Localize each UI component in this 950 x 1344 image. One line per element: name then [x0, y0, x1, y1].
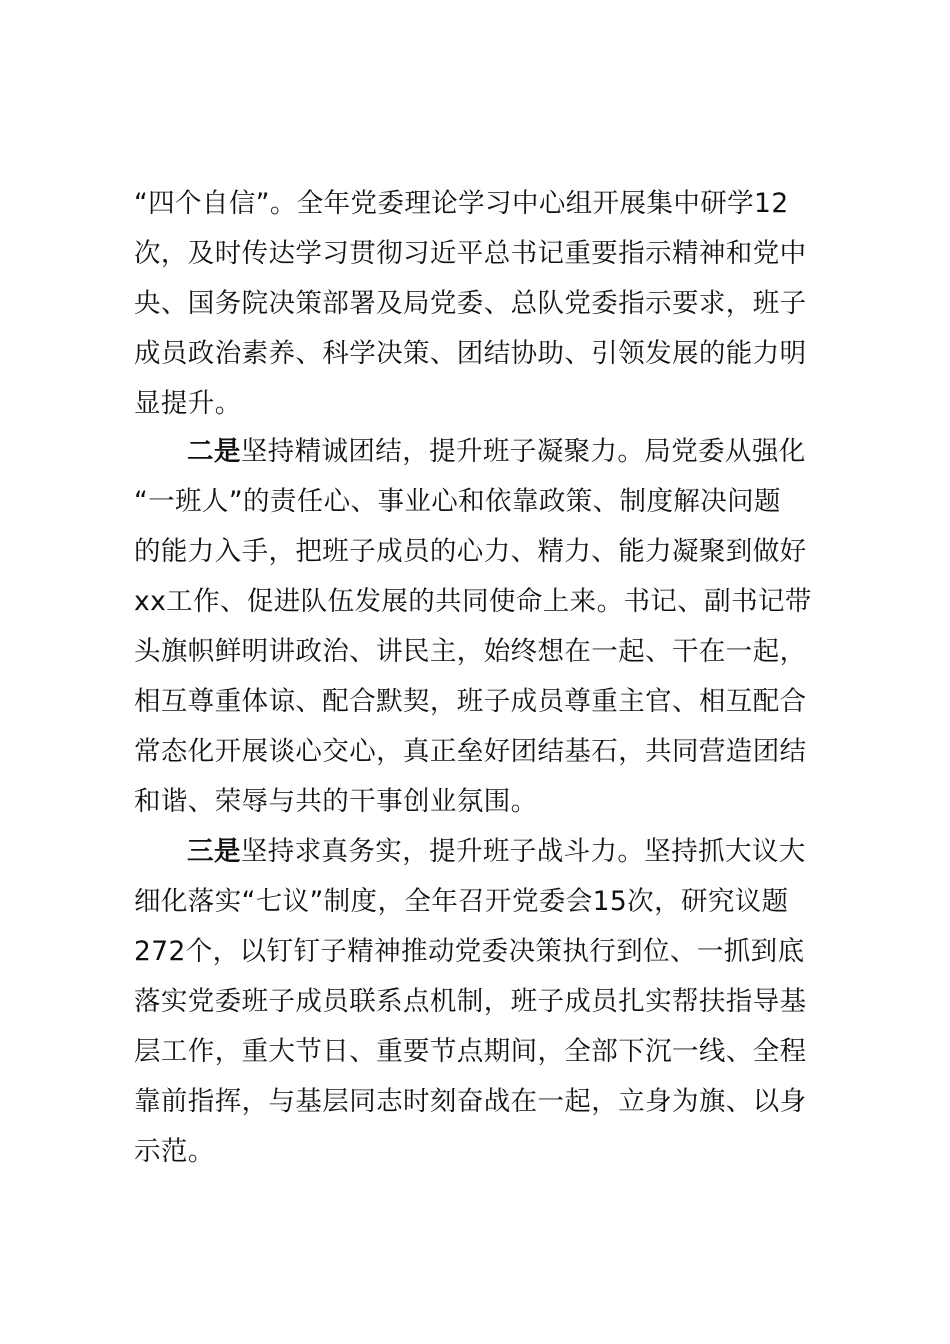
text-line: 央、国务院决策部署及局党委、总队党委指示要求，班子	[134, 288, 807, 319]
text-line: 细化落实“七议”制度，全年召开党委会15次，研究议题	[134, 886, 789, 917]
text-line: 相互尊重体谅、配合默契，班子成员尊重主官、相互配合	[134, 686, 807, 717]
text-line: 272个，以钉钉子精神推动党委决策执行到位、一抓到底	[134, 936, 805, 967]
text-line: 层工作，重大节日、重要节点期间，全部下沉一线、全程	[134, 1036, 807, 1067]
text-line: 成员政治素养、科学决策、团结协助、引领发展的能力明	[134, 338, 807, 369]
text-line: 常态化开展谈心交心，真正垒好团结基石，共同营造团结	[134, 736, 807, 767]
text-line: “一班人”的责任心、事业心和依靠政策、制度解决问题	[134, 486, 781, 517]
text-line: 坚持精诚团结，提升班子凝聚力。局党委从强化	[240, 436, 806, 467]
text-line: 次，及时传达学习贯彻习近平总书记重要指示精神和党中	[134, 238, 807, 269]
text-line: 的能力入手，把班子成员的心力、精力、能力凝聚到做好	[134, 536, 807, 567]
paragraph-2-first-line	[187, 427, 907, 477]
text-line: 坚持求真务实，提升班子战斗力。坚持抓大议大	[240, 836, 806, 867]
text-line: 示范。	[134, 1136, 215, 1167]
text-line: 头旗帜鲜明讲政治、讲民主，始终想在一起、干在一起，	[134, 636, 807, 667]
text-line: xx工作、促进队伍发展的共同使命上来。书记、副书记带	[134, 586, 812, 617]
text-line: 显提升。	[134, 388, 242, 419]
paragraph-3-lead: 三是	[187, 836, 241, 867]
paragraph-3-first-line	[187, 827, 907, 877]
paragraph-2-lead: 二是	[187, 436, 241, 467]
text-line: 靠前指挥，与基层同志时刻奋战在一起，立身为旗、以身	[134, 1086, 807, 1117]
text-line: 和谐、荣辱与共的干事创业氛围。	[134, 786, 538, 817]
text-line: 落实党委班子成员联系点机制，班子成员扎实帮扶指导基	[134, 986, 807, 1017]
text-line: “四个自信”。全年党委理论学习中心组开展集中研学12	[134, 188, 789, 219]
